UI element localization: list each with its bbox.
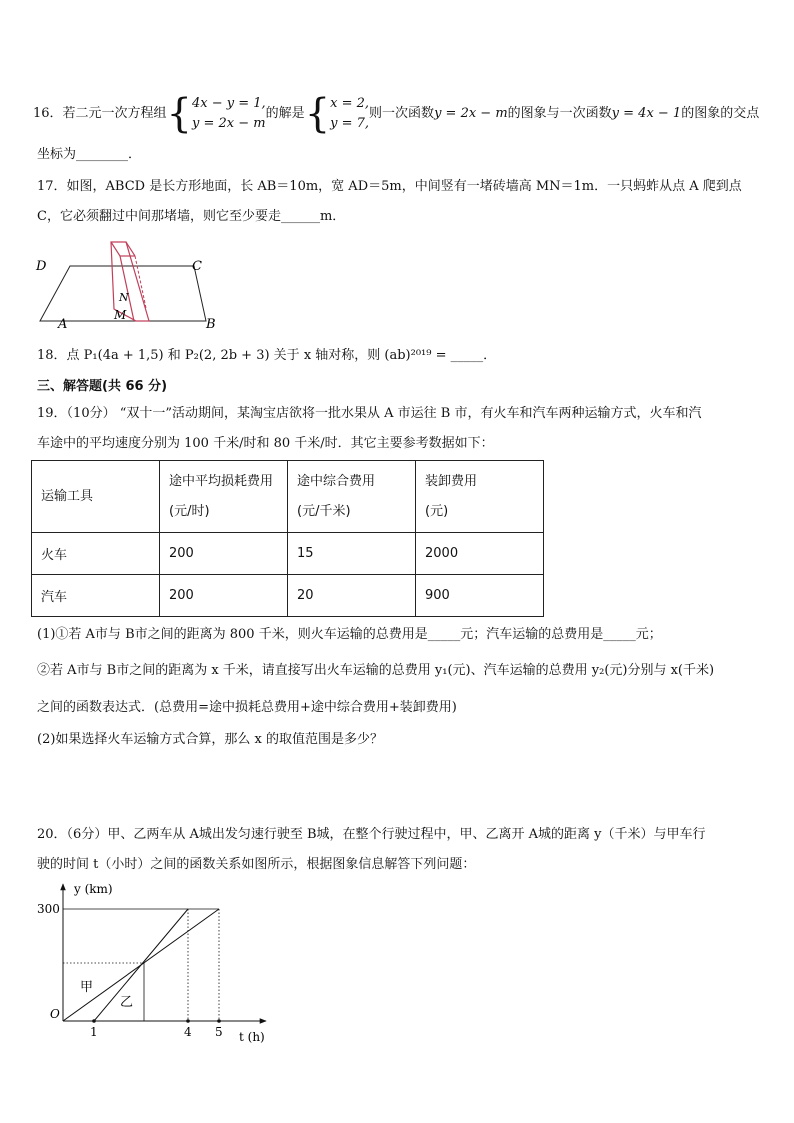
q16-f2: y = 4x − 1 [611, 106, 682, 121]
q16-system-brace-2: { [304, 91, 331, 137]
q16-sys1-line1: 4x − y = 1, [192, 96, 266, 111]
x-tick-5: 5 [215, 1025, 223, 1039]
q18-text: 18．点 P₁(4a + 1,5) 和 P₂(2, 2b + 3) 关于 x 轴对称，则 (ab)²⁰¹⁹ = _____． [37, 348, 497, 363]
y-axis-label: y (km) [74, 882, 113, 896]
q16-line2: 坐标为________． [37, 147, 142, 162]
x-tick-1: 1 [90, 1025, 98, 1039]
q16-mid: 的解是 [265, 106, 305, 121]
q20-line1: 20．（6分）甲、乙两车从 A城出发匀速行驶至 B城，在整个行驶过程中，甲、乙离开 A城的距离 y（千米）与甲车行 [37, 827, 706, 842]
x-tick-4: 4 [184, 1025, 192, 1039]
series-label-jia: 甲 [80, 980, 94, 995]
q16-system-brace-1: { [166, 91, 192, 137]
table-header-cell [160, 461, 288, 533]
table-cell: 火车 [32, 533, 160, 575]
wall-top-edge-2 [126, 242, 135, 256]
table-row [32, 575, 544, 617]
header-label: 途中平均损耗费用 [169, 473, 274, 489]
q19-part1: (1)①若 A市与 B市之间的距离为 800 千米，则火车运输的总费用是_____元；汽车运输的总费用是_____元； [37, 627, 662, 642]
q16-text-a: 则一次函数 [369, 106, 435, 121]
table-cell: 200 [160, 575, 288, 617]
wall-dashed-edge [135, 256, 146, 308]
q16-sys1-line2: y = 2x − m [192, 116, 266, 131]
tick-dot-1 [92, 1019, 96, 1023]
table-row [32, 533, 544, 575]
header-unit: (元) [425, 503, 449, 519]
table-cell: 900 [416, 575, 544, 617]
y-tick-300: 300 [37, 902, 60, 916]
origin-label: O [50, 1007, 60, 1021]
q20-graph [34, 880, 274, 1050]
q16-system-2 [330, 94, 369, 134]
q16-system-1 [192, 94, 266, 134]
table-cell: 15 [288, 533, 416, 575]
header-label: 运输工具 [41, 488, 94, 504]
q16-sys2-line2: y = 7, [330, 116, 370, 131]
table-cell: 200 [160, 533, 288, 575]
table-cell: 2000 [416, 533, 544, 575]
series-label-yi: 乙 [120, 995, 134, 1010]
table-header-cell [288, 461, 416, 533]
label-d: D [36, 259, 47, 274]
label-m: M [114, 308, 127, 322]
q19-line1: 19．（10分） “双十一”活动期间，某淘宝店欲将一批水果从 A 市运往 B 市，有火车和汽车两种运输方式，火车和汽 [37, 406, 702, 421]
tick-dot-5 [217, 1019, 221, 1023]
x-axis-label: t (h) [239, 1030, 265, 1044]
label-c: C [192, 259, 202, 274]
table-cell: 汽车 [32, 575, 160, 617]
q16-sys2-line1: x = 2, [330, 96, 370, 111]
q19-part1b-cont: 之间的函数表达式．(总费用=途中损耗总费用+途中综合费用+装卸费用) [37, 700, 457, 715]
label-n: N [119, 291, 129, 304]
q16-f1: y = 2x − m [434, 106, 508, 121]
table-header-cell [416, 461, 544, 533]
q16-prefix: 16．若二元一次方程组 [33, 106, 167, 121]
q19-part1b: ②若 A市与 B市之间的距离为 x 千米，请直接写出火车运输的总费用 y₁(元)、汽车运输的总费用 y₂(元)分别与 x(千米) [37, 663, 715, 678]
header-label: 装卸费用 [425, 473, 478, 489]
q16-text-c: 的图象的交点 [681, 106, 760, 121]
table-header-cell [32, 461, 160, 533]
q17-line2: C，它必须翻过中间那堵墙，则它至少要走______m． [37, 209, 346, 224]
wall-top-edge [111, 242, 120, 256]
q19-part2: (2)如果选择火车运输方式合算，那么 x 的取值范围是多少？ [37, 732, 384, 747]
table-header-row [32, 461, 544, 533]
table-cell: 20 [288, 575, 416, 617]
label-a: A [58, 317, 68, 332]
q19-line2: 车途中的平均速度分别为 100 千米/时和 80 千米/时．其它主要参考数据如下： [37, 436, 494, 451]
q16-line1 [33, 93, 759, 135]
line-yi [94, 909, 188, 1021]
section-title: 三、解答题(共 66 分) [37, 379, 168, 394]
label-b: B [206, 317, 216, 332]
tick-dot-4 [186, 1019, 190, 1023]
q16-text-b: 的图象与一次函数 [507, 106, 612, 121]
header-unit: (元/时) [169, 503, 210, 519]
header-label: 途中综合费用 [297, 473, 376, 489]
q17-figure [34, 238, 224, 333]
header-unit: (元/千米) [297, 503, 351, 519]
q20-line2: 驶的时间 t（小时）之间的函数关系如图所示，根据图象信息解答下列问题： [37, 857, 476, 872]
cost-table [31, 460, 544, 617]
q17-line1: 17．如图，ABCD 是长方形地面，长 AB＝10m，宽 AD＝5m，中间竖有一堵砖墙高 MN＝1m．一只蚂蚱从点 A 爬到点 [37, 179, 742, 194]
